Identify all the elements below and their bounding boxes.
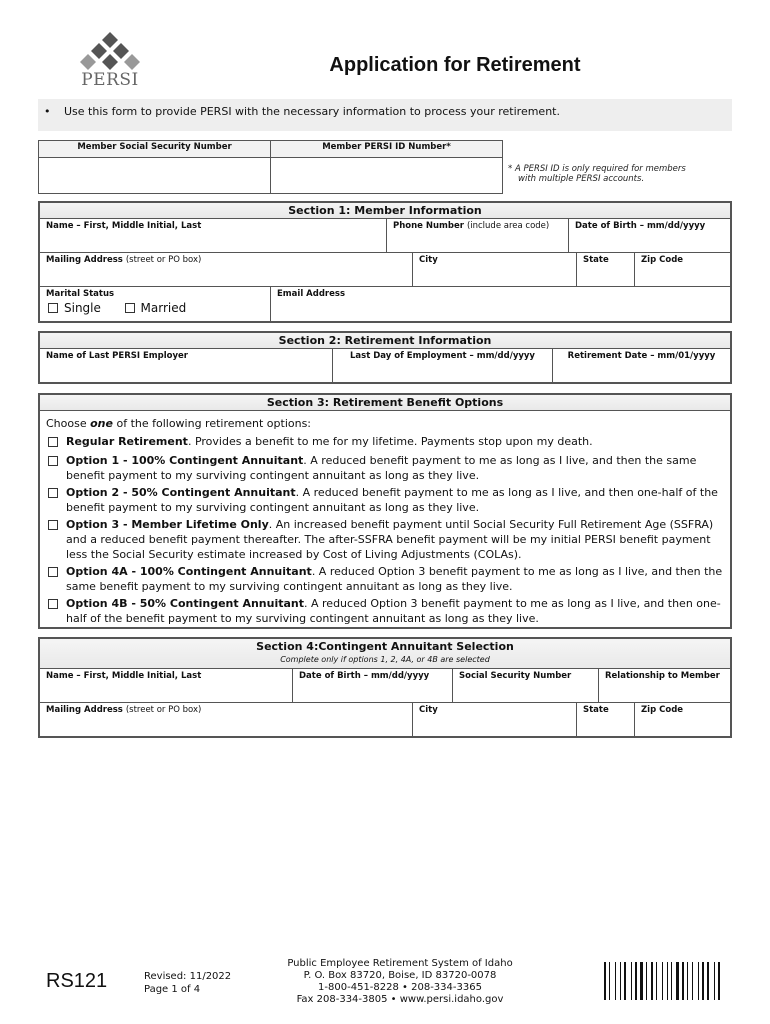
barcode-bar xyxy=(698,962,699,1000)
page-title: Application for Retirement xyxy=(329,54,581,76)
option-4b-checkbox[interactable] xyxy=(48,599,58,609)
persi-id-field[interactable] xyxy=(271,158,503,194)
annuitant-name-field[interactable] xyxy=(40,669,292,702)
choose-pre: Choose xyxy=(46,417,91,430)
section-2-title: Section 2: Retirement Information xyxy=(40,333,730,349)
persi-logo-mark-icon xyxy=(70,30,150,74)
option-4a xyxy=(48,564,728,594)
barcode-bar xyxy=(687,962,688,1000)
choose-em: one xyxy=(90,417,113,430)
annuitant-zip-field[interactable] xyxy=(634,703,730,736)
member-email-label: Email Address xyxy=(277,289,346,299)
annuitant-dob-label: Date of Birth – mm/dd/yyyy xyxy=(299,671,430,681)
barcode-bar xyxy=(671,962,672,1000)
org-address: P. O. Box 83720, Boise, ID 83720-0078 xyxy=(303,970,497,981)
barcode-bar xyxy=(651,962,653,1000)
option-4a-name: Option 4A - 100% Contingent Annuitant xyxy=(66,565,312,578)
org-name: Public Employee Retirement System of Idaho xyxy=(287,958,513,969)
barcode-bar xyxy=(662,962,663,1000)
member-phone-label: Phone Number xyxy=(393,221,464,231)
member-phone-field[interactable] xyxy=(386,219,568,252)
marital-status-label: Marital Status xyxy=(46,289,115,299)
option-1-name: Option 1 - 100% Contingent Annuitant xyxy=(66,454,304,467)
annuitant-city-label: City xyxy=(419,705,438,715)
annuitant-ssn-field[interactable] xyxy=(452,669,598,702)
option-regular xyxy=(48,434,728,449)
option-4a-desc: . A reduced Option 3 benefit payment to me as long as I live, and then the same benefit payment to my surviving contingent annuitant as long as they live. xyxy=(66,565,723,593)
barcode-bar xyxy=(615,962,616,1000)
annuitant-state-field[interactable] xyxy=(576,703,634,736)
barcode-bar xyxy=(635,962,637,1000)
last-day-field[interactable] xyxy=(332,349,552,382)
annuitant-name-label: Name – First, Middle Initial, Last xyxy=(46,671,202,681)
member-mailing-field[interactable] xyxy=(40,253,412,286)
barcode-bar xyxy=(692,962,693,1000)
member-state-field[interactable] xyxy=(576,253,634,286)
section-4-subtitle: Complete only if options 1, 2, 4A, or 4B are selected xyxy=(280,655,490,664)
org-fax-web: Fax 208-334-3805 • www.persi.idaho.gov xyxy=(296,994,504,1005)
barcode-bar xyxy=(682,962,684,1000)
persi-id-label: Member PERSI ID Number* xyxy=(271,141,503,158)
form-code: RS121 xyxy=(46,970,108,992)
choose-post: of the following retirement options: xyxy=(112,417,312,430)
barcode-bar xyxy=(656,962,657,1000)
option-2-desc: . A reduced benefit payment to me as long as I live, and then one-half of the benefit payment to my surviving contingent annuitant as long as they live. xyxy=(66,486,718,514)
persi-id-note xyxy=(508,164,728,184)
option-regular-name: Regular Retirement xyxy=(66,435,188,448)
single-checkbox[interactable] xyxy=(48,303,58,313)
annuitant-zip-label: Zip Code xyxy=(641,705,684,715)
member-state-label: State xyxy=(583,255,609,265)
annuitant-relationship-label: Relationship to Member xyxy=(605,671,720,681)
annuitant-mailing-label: Mailing Address xyxy=(46,705,123,715)
member-name-label: Name – First, Middle Initial, Last xyxy=(46,221,202,231)
option-3-checkbox[interactable] xyxy=(48,520,58,530)
last-employer-field[interactable] xyxy=(40,349,332,382)
member-email-field[interactable] xyxy=(270,287,730,321)
last-day-label: Last Day of Employment – mm/dd/yyyy xyxy=(350,351,535,361)
annuitant-state-label: State xyxy=(583,705,609,715)
option-4b-name: Option 4B - 50% Contingent Annuitant xyxy=(66,597,305,610)
last-employer-label: Name of Last PERSI Employer xyxy=(46,351,188,361)
section-3-benefit-options xyxy=(38,393,732,629)
member-city-field[interactable] xyxy=(412,253,576,286)
member-city-label: City xyxy=(419,255,438,265)
intro-bullet: • xyxy=(44,105,51,118)
single-label: Single xyxy=(64,301,101,315)
ssn-label: Member Social Security Number xyxy=(39,141,271,158)
id-block xyxy=(38,140,503,194)
annuitant-city-field[interactable] xyxy=(412,703,576,736)
option-3-desc: . An increased benefit payment until Social Security Full Retirement Age (SSFRA) and a reduced benefit payment thereafter. The after-SSFRA benefit payment will be my initial PERSI benefit payment less the Social Security estimate increased by Cost of Living Adjustments (COLAs). xyxy=(66,518,714,561)
org-phone: 1-800-451-8228 • 208-334-3365 xyxy=(318,982,482,993)
option-1-checkbox[interactable] xyxy=(48,456,58,466)
revised-date: Revised: 11/2022 xyxy=(144,971,232,982)
section-4-header xyxy=(40,639,730,669)
barcode-bar xyxy=(604,962,606,1000)
member-dob-field[interactable] xyxy=(568,219,730,252)
barcode-bar xyxy=(714,962,715,1000)
page-number: Page 1 of 4 xyxy=(144,984,201,995)
option-2-name: Option 2 - 50% Contingent Annuitant xyxy=(66,486,296,499)
persi-id-note-line1: * A PERSI ID is only required for members xyxy=(508,164,686,174)
married-checkbox[interactable] xyxy=(125,303,135,313)
barcode-bar xyxy=(631,962,632,1000)
marital-status-group xyxy=(40,287,270,321)
org-contact xyxy=(280,958,520,1006)
section-4-title: Section 4:Contingent Annuitant Selection xyxy=(256,640,514,653)
annuitant-mailing-hint: (street or PO box) xyxy=(125,705,202,715)
option-4b-desc: . A reduced Option 3 benefit payment to me as long as I live, and then one-half of the benefit payment to my surviving contingent annuitant as long as they live. xyxy=(66,597,721,625)
annuitant-ssn-label: Social Security Number xyxy=(459,671,572,681)
retirement-date-field[interactable] xyxy=(552,349,730,382)
option-2-checkbox[interactable] xyxy=(48,488,58,498)
annuitant-mailing-field[interactable] xyxy=(40,703,412,736)
option-2 xyxy=(48,485,728,515)
option-1-desc: . A reduced benefit payment to me as long as I live, and then the same benefit payment to my surviving contingent annuitant as long as they live. xyxy=(66,454,697,482)
barcode-bar xyxy=(667,962,668,1000)
barcode-bar xyxy=(640,962,643,1000)
option-3-name: Option 3 - Member Lifetime Only xyxy=(66,518,269,531)
persi-id-note-line2: with multiple PERSI accounts. xyxy=(518,174,645,184)
option-4b xyxy=(48,596,728,626)
revision-info xyxy=(144,970,231,996)
member-name-field[interactable] xyxy=(40,219,386,252)
retirement-date-label: Retirement Date – mm/01/yyyy xyxy=(567,351,716,361)
barcode-bar xyxy=(620,962,621,1000)
section-2-retirement-information xyxy=(38,331,732,384)
member-zip-field[interactable] xyxy=(634,253,730,286)
barcode-bar xyxy=(702,962,704,1000)
section-1-member-information xyxy=(38,201,732,323)
member-mailing-label: Mailing Address xyxy=(46,255,123,265)
choose-instruction xyxy=(46,416,726,431)
barcode-bar xyxy=(718,962,720,1000)
option-1 xyxy=(48,453,728,483)
barcode-bar xyxy=(624,962,626,1000)
member-phone-hint: (include area code) xyxy=(466,221,550,231)
barcode-bar xyxy=(609,962,610,1000)
option-regular-desc: . Provides a benefit to me for my lifetime. Payments stop upon my death. xyxy=(187,435,593,448)
section-1-title: Section 1: Member Information xyxy=(40,203,730,219)
member-zip-label: Zip Code xyxy=(641,255,684,265)
annuitant-dob-field[interactable] xyxy=(292,669,452,702)
regular-retirement-checkbox[interactable] xyxy=(48,437,58,447)
section-4-contingent-annuitant xyxy=(38,637,732,738)
logo-text: PERSI xyxy=(81,70,139,90)
option-3 xyxy=(48,517,728,562)
member-mailing-hint: (street or PO box) xyxy=(125,255,202,265)
ssn-field[interactable] xyxy=(39,158,271,194)
barcode-bar xyxy=(676,962,679,1000)
barcode-icon xyxy=(604,962,732,1000)
option-4a-checkbox[interactable] xyxy=(48,567,58,577)
married-label: Married xyxy=(140,301,187,315)
intro-banner xyxy=(38,99,732,131)
barcode-bar xyxy=(707,962,709,1000)
section-3-title: Section 3: Retirement Benefit Options xyxy=(40,395,730,411)
intro-text: Use this form to provide PERSI with the necessary information to process your retirement. xyxy=(64,105,560,118)
barcode-bar xyxy=(646,962,647,1000)
annuitant-relationship-field[interactable] xyxy=(598,669,730,702)
member-dob-label: Date of Birth – mm/dd/yyyy xyxy=(575,221,706,231)
